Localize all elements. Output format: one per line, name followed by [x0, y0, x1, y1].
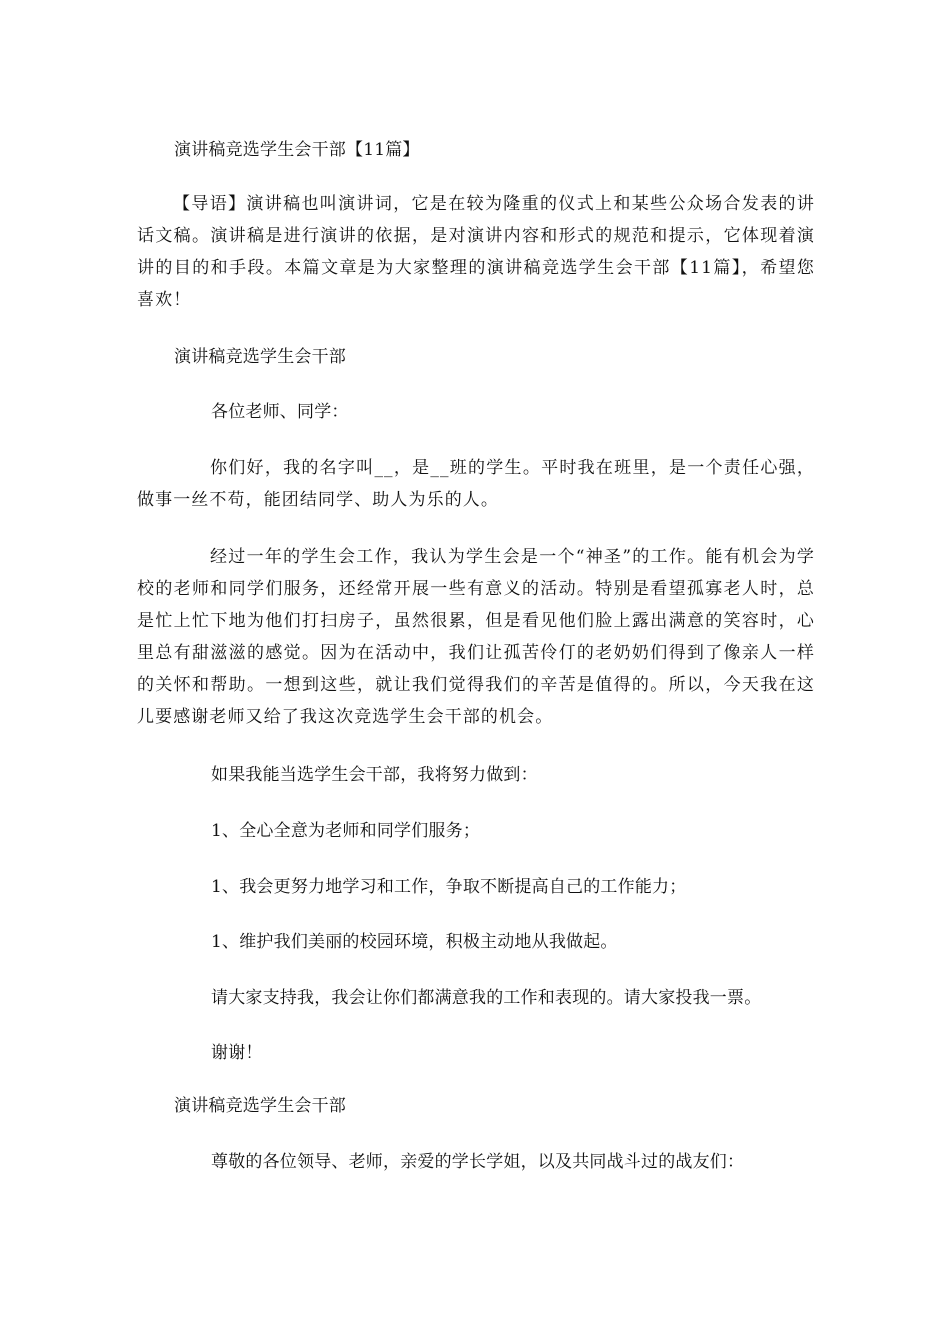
document-title: 演讲稿竞选学生会干部【11篇】 [174, 140, 420, 160]
section1-paragraph-2: 经过一年的学生会工作，我认为学生会是一个“神圣”的工作。能有机会为学校的老师和同学们服务，还经常开展一些有意义的活动。特别是看望孤寡老人时，总是忙上忙下地为他们打扫房子，虽然很累，但是看见他们脸上露出满意的笑容时，心里总有甜滋滋的感觉。因为在活动中，我们让孤苦伶仃的老奶奶们得到了像亲人一样的关怀和帮助。一想到这些，就让我们觉得我们的辛苦是值得的。所以，今天我在这儿要感谢老师又给了我这次竞选学生会干部的机会。 [137, 547, 815, 727]
section1-paragraph-1: 你们好，我的名字叫__，是__班的学生。平时我在班里，是一个责任心强，做事一丝不苟，能团结同学、助人为乐的人。 [137, 458, 815, 510]
section1-paragraph-4: 请大家支持我，我会让你们都满意我的工作和表现的。请大家投我一票。 [211, 988, 762, 1008]
list-item: 1、我会更努力地学习和工作，争取不断提高自己的工作能力； [211, 877, 687, 897]
section2-heading: 演讲稿竞选学生会干部 [174, 1096, 346, 1116]
section1-heading: 演讲稿竞选学生会干部 [174, 347, 346, 367]
section1-thanks: 谢谢！ [211, 1043, 263, 1063]
section1-greeting: 各位老师、同学： [211, 402, 349, 422]
section1-paragraph-3: 如果我能当选学生会干部，我将努力做到： [211, 765, 538, 785]
intro-paragraph: 【导语】演讲稿也叫演讲词，它是在较为隆重的仪式上和某些公众场合发表的讲话文稿。演讲稿是进行演讲的依据，是对演讲内容和形式的规范和提示，它体现着演讲的目的和手段。本篇文章是为大家整理的演讲稿竞选学生会干部【11篇】，希望您喜欢！ [137, 194, 815, 310]
section2-greeting: 尊敬的各位领导、老师，亲爱的学长学姐，以及共同战斗过的战友们： [211, 1152, 745, 1172]
list-item: 1、维护我们美丽的校园环境，积极主动地从我做起。 [211, 932, 618, 952]
list-item: 1、全心全意为老师和同学们服务； [211, 821, 481, 841]
